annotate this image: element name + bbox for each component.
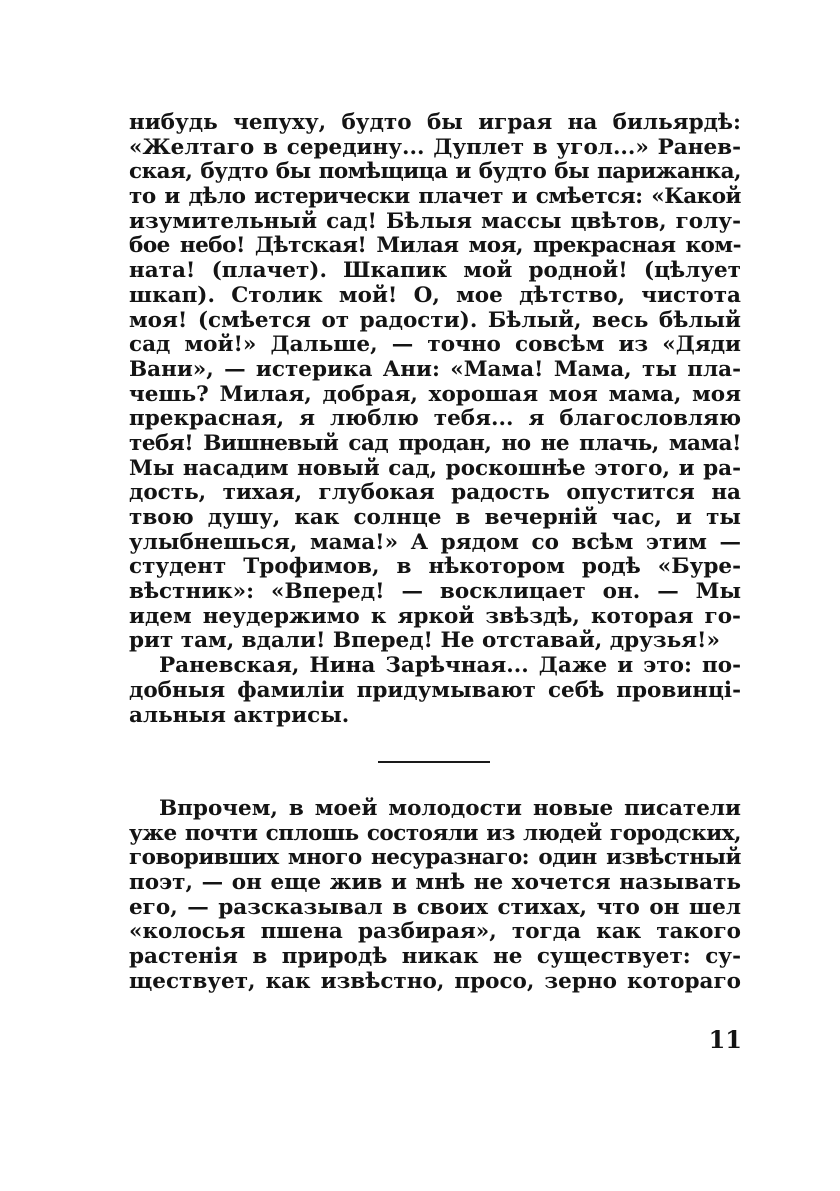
text-line: твою душу, как солнце в вечерній час, и ты	[129, 505, 741, 530]
text-line: ществует, как извѣстно, просо, зерно котораго	[129, 968, 741, 994]
text-line: Раневская, Нина Зарѣчная... Даже и это: по-	[159, 653, 741, 679]
text-line: «колосья пшена разбирая», тогда как такого	[129, 919, 741, 945]
text-line: моя! (смѣется от радости). Бѣлый, весь бѣлый	[129, 307, 741, 333]
text-line: «Желтаго в середину... Дуплет в угол...» Ранев-	[129, 134, 741, 160]
text-line: альныя актрисы.	[129, 702, 350, 728]
text-line: его, — разсказывал в своих стихах, что он шел	[129, 894, 741, 920]
text-line: нибудь чепуху, будто бы играя на бильярдѣ:	[129, 110, 741, 135]
text-line: добныя фамиліи придумывают себѣ провинці-	[129, 677, 741, 703]
text-line: студент Трофимов, в нѣкотором родѣ «Буре-	[129, 554, 741, 580]
text-line: бое небо! Дѣтская! Милая моя, прекрасная ком-	[129, 233, 741, 259]
text-line: шкап). Столик мой! О, мое дѣтство, чистота	[129, 282, 741, 308]
text-line: сад мой!» Дальше, — точно совсѣм из «Дяди	[129, 332, 741, 358]
text-line: уже почти сплошь состояли из людей городских,	[129, 820, 741, 846]
section-divider	[378, 761, 490, 763]
text-line: говоривших много несуразнаго: один извѣстный	[129, 845, 741, 871]
text-line: тебя! Вишневый сад продан, но не плачь, мама!	[129, 430, 741, 456]
text-line: Вани», — истерика Ани: «Мама! Мама, ты пла-	[129, 356, 741, 382]
text-line: растенія в природѣ никак не существует: су-	[129, 944, 741, 970]
text-line: изумительный сад! Бѣлыя массы цвѣтов, голу-	[129, 208, 741, 234]
text-line: прекрасная, я люблю тебя... я благословляю	[129, 406, 741, 432]
text-block-top	[129, 111, 741, 728]
text-line: чешь? Милая, добрая, хорошая моя мама, моя	[129, 381, 741, 407]
text-line: Впрочем, в моей молодости новые писатели	[159, 796, 741, 821]
text-line: поэт, — он еще жив и мнѣ не хочется называть	[129, 870, 741, 896]
text-line: Мы насадим новый сад, роскошнѣе этого, и ра-	[129, 455, 741, 481]
text-line: ната! (плачет). Шкапик мой родной! (цѣлует	[129, 258, 741, 284]
text-line: ская, будто бы помѣщица и будто бы парижанка,	[129, 159, 741, 185]
text-line: то и дѣло истерически плачет и смѣется: «Какой	[129, 184, 741, 210]
text-line: улыбнешься, мама!» А рядом со всѣм этим —	[129, 529, 741, 555]
text-line: вѣстник»: «Вперед! — восклицает он. — Мы	[129, 579, 741, 605]
page-number: 11	[708, 1025, 742, 1054]
text-line: рит там, вдали! Вперед! Не отставай, друзья!»	[129, 628, 720, 654]
text-block-bottom	[129, 797, 741, 995]
text-line: идем неудержимо к яркой звѣздѣ, которая го-	[129, 603, 741, 629]
text-line: дость, тихая, глубокая радость опустится на	[129, 480, 741, 506]
